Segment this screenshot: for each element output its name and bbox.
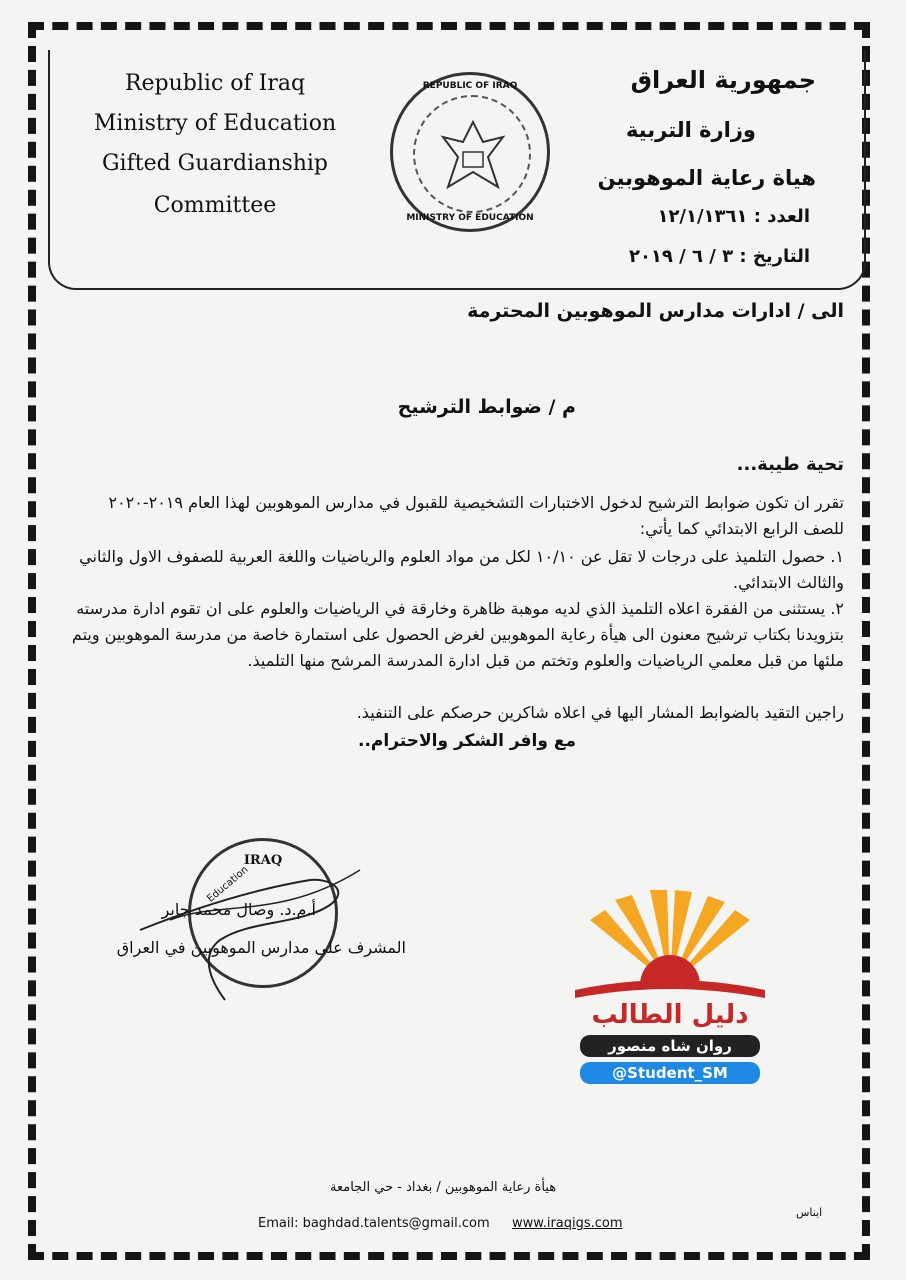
footer-address: هيأة رعاية الموهوبين / بغداد - حي الجامعة	[330, 1180, 557, 1195]
number-label: العدد :	[753, 206, 810, 227]
student-guide-watermark	[570, 890, 770, 1090]
number-value: ١٢/١/١٣٦١	[657, 206, 748, 227]
signatory-name: أ.م.د. وصال محمد جابر	[161, 900, 316, 919]
header-en-line-3: Gifted Guardianship	[101, 151, 329, 176]
stamp-side-text: Education	[205, 864, 251, 905]
ministry-seal	[390, 72, 550, 232]
stamp-top-text: IRAQ	[243, 853, 283, 868]
criteria-item-2: ٢. يستثنى من الفقرة اعلاه التلميذ الذي لديه موهبة ظاهرة وخارقة في الرياضيات والعلوم على ان تقوم ادارة مدرسته بتزويدنا بكتاب ترشيح معنون الى هيأة رعاية الموهوبين لغرض الحصول على استمارة خاصة من مدرسة الموهوبين ويتم ملئها من قبل معلمي الرياضيات والعلوم وتختم من قبل ادارة المدرسة المرشح منها التلميذ.	[71, 599, 844, 670]
recipient-line: الى / ادارات مدارس الموهوبين المحترمة	[467, 300, 844, 322]
seal-bottom-text: MINISTRY OF EDUCATION	[406, 213, 534, 223]
document-number	[657, 206, 810, 227]
document-date	[629, 246, 810, 267]
header-en-line-4: Committee	[153, 193, 277, 218]
header-ar-line-2: وزارة التربية	[625, 118, 756, 142]
eagle-emblem-icon	[438, 117, 508, 197]
regards-line: مع وافر الشكر والاحترام..	[358, 731, 576, 751]
subject-line: م / ضوابط الترشيح	[397, 396, 576, 418]
closing-request: راجين التقيد بالضوابط المشار اليها في اعلاه شاكرين حرصكم على التنفيذ.	[356, 703, 844, 722]
date-value: ٣ / ٦ / ٢٠١٩	[628, 246, 734, 267]
header-ar-line-1: جمهورية العراق	[630, 66, 816, 94]
footer-typist: ايناس	[796, 1206, 823, 1219]
greeting-line: تحية طيبة...	[736, 454, 844, 475]
watermark-title: دليل الطالب	[591, 1000, 749, 1030]
footer-website: www.iraqigs.com	[512, 1216, 623, 1231]
signatory-title: المشرف على مدارس الموهوبين في العراق	[116, 938, 406, 957]
watermark-subtitle: روان شاه منصور	[580, 1035, 760, 1057]
seal-top-text: REPUBLIC OF IRAQ	[422, 81, 518, 91]
watermark-handle: @Student_SM	[580, 1062, 760, 1084]
date-label: التاريخ :	[739, 246, 810, 267]
open-book-sunrise-icon	[570, 890, 770, 1000]
header-ar-line-3: هياة رعاية الموهوبين	[597, 166, 816, 190]
intro-paragraph: تقرر ان تكون ضوابط الترشيح لدخول الاختبارات التشخيصية للقبول في مدارس الموهوبين لهذا العام ٢٠١٩-٢٠٢٠ للصف الرابع الابتدائي كما يأتي:	[108, 493, 844, 538]
footer-email: Email: baghdad.talents@gmail.com	[258, 1216, 490, 1231]
criteria-item-1: ١. حصول التلميذ على درجات لا تقل عن ١٠/١٠ لكل من مواد العلوم والرياضيات واللغة العربية للصفوف الاول والثاني والثالث الابتدائي.	[79, 547, 844, 592]
header-en-line-1: Republic of Iraq	[124, 71, 306, 96]
handwritten-signature-icon	[130, 850, 370, 1010]
header-en-line-2: Ministry of Education	[93, 111, 337, 136]
